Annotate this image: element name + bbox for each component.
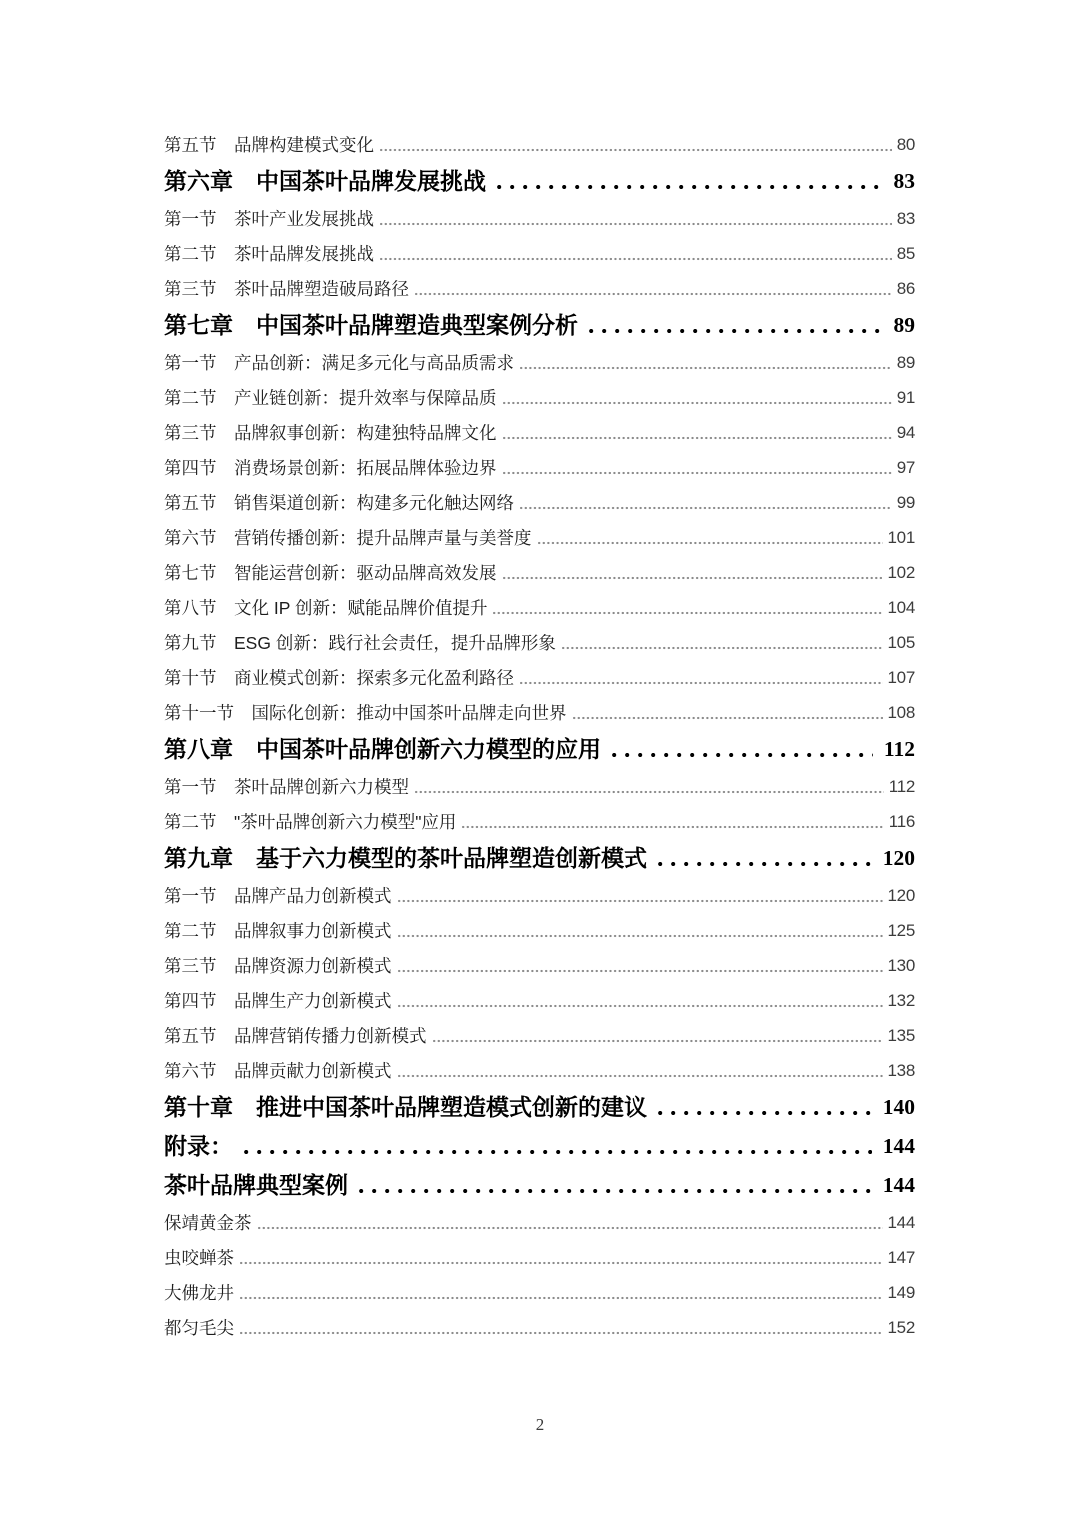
toc-entry[interactable] <box>164 1081 915 1120</box>
toc-entry[interactable] <box>164 583 915 618</box>
dot-leader <box>380 148 892 152</box>
toc-entry-page: 105 <box>887 633 915 653</box>
toc-entry-label: 第二节 品牌叙事力创新模式 <box>164 920 392 941</box>
toc-entry-label: 第七节 智能运营创新：驱动品牌高效发展 <box>164 562 497 583</box>
dot-leader <box>658 1111 872 1115</box>
dot-leader <box>503 436 892 440</box>
dot-leader <box>520 681 883 685</box>
toc-entry-label: 第六节 营销传播创新：提升品牌声量与美誉度 <box>164 527 532 548</box>
toc-entry[interactable] <box>164 688 915 723</box>
dot-leader <box>562 646 883 650</box>
toc-entry-label: 第三节 品牌叙事创新：构建独特品牌文化 <box>164 422 497 443</box>
toc-entry-page: 108 <box>887 703 915 723</box>
dot-leader <box>398 969 883 973</box>
toc-entry-label: 第十节 商业模式创新：探索多元化盈利路径 <box>164 667 514 688</box>
toc-entry-label: 第九章 基于六力模型的茶叶品牌塑造创新模式 <box>164 844 647 871</box>
dot-leader <box>398 1004 883 1008</box>
toc-entry-page: 94 <box>896 423 915 443</box>
dot-leader <box>433 1039 883 1043</box>
dot-leader <box>493 611 882 615</box>
dot-leader <box>398 934 883 938</box>
toc-entry-page: 101 <box>887 528 915 548</box>
toc-entry-page: 120 <box>882 846 915 871</box>
dot-leader <box>589 329 883 333</box>
toc-entry-page: 135 <box>887 1026 915 1046</box>
toc-entry-label: 第二节 "茶叶品牌创新六力模型"应用 <box>164 811 457 832</box>
toc-entry-label: 第四节 品牌生产力创新模式 <box>164 990 392 1011</box>
toc-entry[interactable] <box>164 762 915 797</box>
toc-entry-label: 都匀毛尖 <box>164 1317 234 1338</box>
toc-entry-label: 第五节 品牌构建模式变化 <box>164 134 374 155</box>
toc-entry-page: 144 <box>882 1134 915 1159</box>
dot-leader <box>538 541 883 545</box>
toc-entry-label: 第九节 ESG 创新：践行社会责任，提升品牌形象 <box>164 632 556 653</box>
toc-entry-label: 第四节 消费场景创新：拓展品牌体验边界 <box>164 457 497 478</box>
toc-entry-label: 虫咬蝉茶 <box>164 1247 234 1268</box>
toc-entry[interactable] <box>164 548 915 583</box>
toc-entry-page: 147 <box>887 1248 915 1268</box>
toc-entry[interactable] <box>164 264 915 299</box>
toc-entry-page: 140 <box>882 1095 915 1120</box>
toc-entry-page: 125 <box>887 921 915 941</box>
dot-leader <box>240 1296 883 1300</box>
dot-leader <box>398 1074 883 1078</box>
toc-entry[interactable] <box>164 1303 915 1338</box>
toc-entry-page: 116 <box>888 812 915 832</box>
toc-entry-label: 第八节 文化 IP 创新：赋能品牌价值提升 <box>164 597 488 618</box>
toc-entry[interactable] <box>164 120 915 155</box>
dot-leader <box>520 506 892 510</box>
toc-entry-label: 保靖黄金茶 <box>164 1212 252 1233</box>
dot-leader <box>503 401 892 405</box>
toc-entry[interactable] <box>164 941 915 976</box>
toc-entry-label: 第七章 中国茶叶品牌塑造典型案例分析 <box>164 311 578 338</box>
dot-leader <box>497 185 883 189</box>
toc-entry-page: 120 <box>887 886 915 906</box>
toc-entry-label: 第五节 品牌营销传播力创新模式 <box>164 1025 427 1046</box>
toc-entry[interactable] <box>164 1159 915 1198</box>
dot-leader <box>415 292 892 296</box>
dot-leader <box>380 222 892 226</box>
dot-leader <box>398 899 883 903</box>
dot-leader <box>415 790 884 794</box>
dot-leader <box>612 753 873 757</box>
toc-entry-page: 152 <box>887 1318 915 1338</box>
toc-entry-label: 大佛龙井 <box>164 1282 234 1303</box>
dot-leader <box>240 1261 883 1265</box>
toc-entry[interactable] <box>164 1268 915 1303</box>
toc-entry-label: 第六节 品牌贡献力创新模式 <box>164 1060 392 1081</box>
dot-leader <box>380 257 892 261</box>
toc-entry[interactable] <box>164 723 915 762</box>
dot-leader <box>573 716 883 720</box>
toc-entry-page: 144 <box>882 1173 915 1198</box>
toc-entry-label: 第一节 茶叶产业发展挑战 <box>164 208 374 229</box>
toc-entry[interactable] <box>164 338 915 373</box>
toc-entry[interactable] <box>164 653 915 688</box>
dot-leader <box>359 1189 872 1193</box>
toc-entry[interactable] <box>164 194 915 229</box>
toc-entry-page: 91 <box>896 388 915 408</box>
toc-entry-page: 104 <box>887 598 915 618</box>
toc-entry-label: 第二节 茶叶品牌发展挑战 <box>164 243 374 264</box>
toc-entry[interactable] <box>164 229 915 264</box>
toc-entry[interactable] <box>164 1198 915 1233</box>
toc-entry-page: 89 <box>893 313 915 338</box>
toc-entry-page: 97 <box>896 458 915 478</box>
toc-entry-page: 83 <box>896 209 915 229</box>
toc-entry-label: 附录： <box>164 1132 233 1159</box>
toc-entry[interactable] <box>164 408 915 443</box>
toc-entry-label: 第五节 销售渠道创新：构建多元化触达网络 <box>164 492 514 513</box>
toc-entry-page: 99 <box>896 493 915 513</box>
toc-entry-label: 第三节 品牌资源力创新模式 <box>164 955 392 976</box>
toc-entry-page: 107 <box>887 668 915 688</box>
toc-entry[interactable] <box>164 478 915 513</box>
toc-entry-label: 第一节 茶叶品牌创新六力模型 <box>164 776 409 797</box>
toc-entry-page: 130 <box>887 956 915 976</box>
toc-entry-page: 149 <box>887 1283 915 1303</box>
toc-entry[interactable] <box>164 443 915 478</box>
toc-entry[interactable] <box>164 976 915 1011</box>
toc-entry-label: 第三节 茶叶品牌塑造破局路径 <box>164 278 409 299</box>
toc-entry-page: 83 <box>893 169 915 194</box>
dot-leader <box>503 471 892 475</box>
toc-entry[interactable] <box>164 871 915 906</box>
toc-entry-page: 112 <box>888 777 915 797</box>
toc-entry-page: 144 <box>887 1213 915 1233</box>
footer-page-number: 2 <box>535 1415 545 1434</box>
toc-entry-label: 第六章 中国茶叶品牌发展挑战 <box>164 167 486 194</box>
toc-entry[interactable] <box>164 797 915 832</box>
dot-leader <box>244 1150 872 1154</box>
toc-entry-label: 第八章 中国茶叶品牌创新六力模型的应用 <box>164 735 601 762</box>
dot-leader <box>258 1226 883 1230</box>
dot-leader <box>462 825 883 829</box>
toc-entry-page: 89 <box>896 353 915 373</box>
toc-entry[interactable] <box>164 1046 915 1081</box>
toc-entry-page: 102 <box>887 563 915 583</box>
dot-leader <box>520 366 892 370</box>
dot-leader <box>503 576 883 580</box>
toc-entry[interactable] <box>164 1233 915 1268</box>
toc-entry-page: 86 <box>896 279 915 299</box>
toc-entry[interactable] <box>164 1120 915 1159</box>
toc-entry[interactable] <box>164 832 915 871</box>
toc-entry-label: 第一节 产品创新：满足多元化与高品质需求 <box>164 352 514 373</box>
dot-leader <box>658 862 872 866</box>
toc-entry-label: 第一节 品牌产品力创新模式 <box>164 885 392 906</box>
toc-entry[interactable] <box>164 618 915 653</box>
toc-entry[interactable] <box>164 906 915 941</box>
toc-entry-label: 第十一节 国际化创新：推动中国茶叶品牌走向世界 <box>164 702 567 723</box>
toc-entry-page: 85 <box>896 244 915 264</box>
toc-entry[interactable] <box>164 299 915 338</box>
toc-entry-label: 第二节 产业链创新：提升效率与保障品质 <box>164 387 497 408</box>
toc-entry-label: 茶叶品牌典型案例 <box>164 1171 348 1198</box>
toc-entry-page: 80 <box>896 135 915 155</box>
toc-entry-page: 112 <box>883 737 915 762</box>
toc-entry[interactable] <box>164 513 915 548</box>
toc-entry-page: 132 <box>887 991 915 1011</box>
toc-entry[interactable] <box>164 1011 915 1046</box>
dot-leader <box>240 1331 883 1335</box>
toc-list <box>164 120 915 1338</box>
toc-entry-page: 138 <box>887 1061 915 1081</box>
toc-entry-label: 第十章 推进中国茶叶品牌塑造模式创新的建议 <box>164 1093 647 1120</box>
toc-entry[interactable] <box>164 155 915 194</box>
toc-entry[interactable] <box>164 373 915 408</box>
